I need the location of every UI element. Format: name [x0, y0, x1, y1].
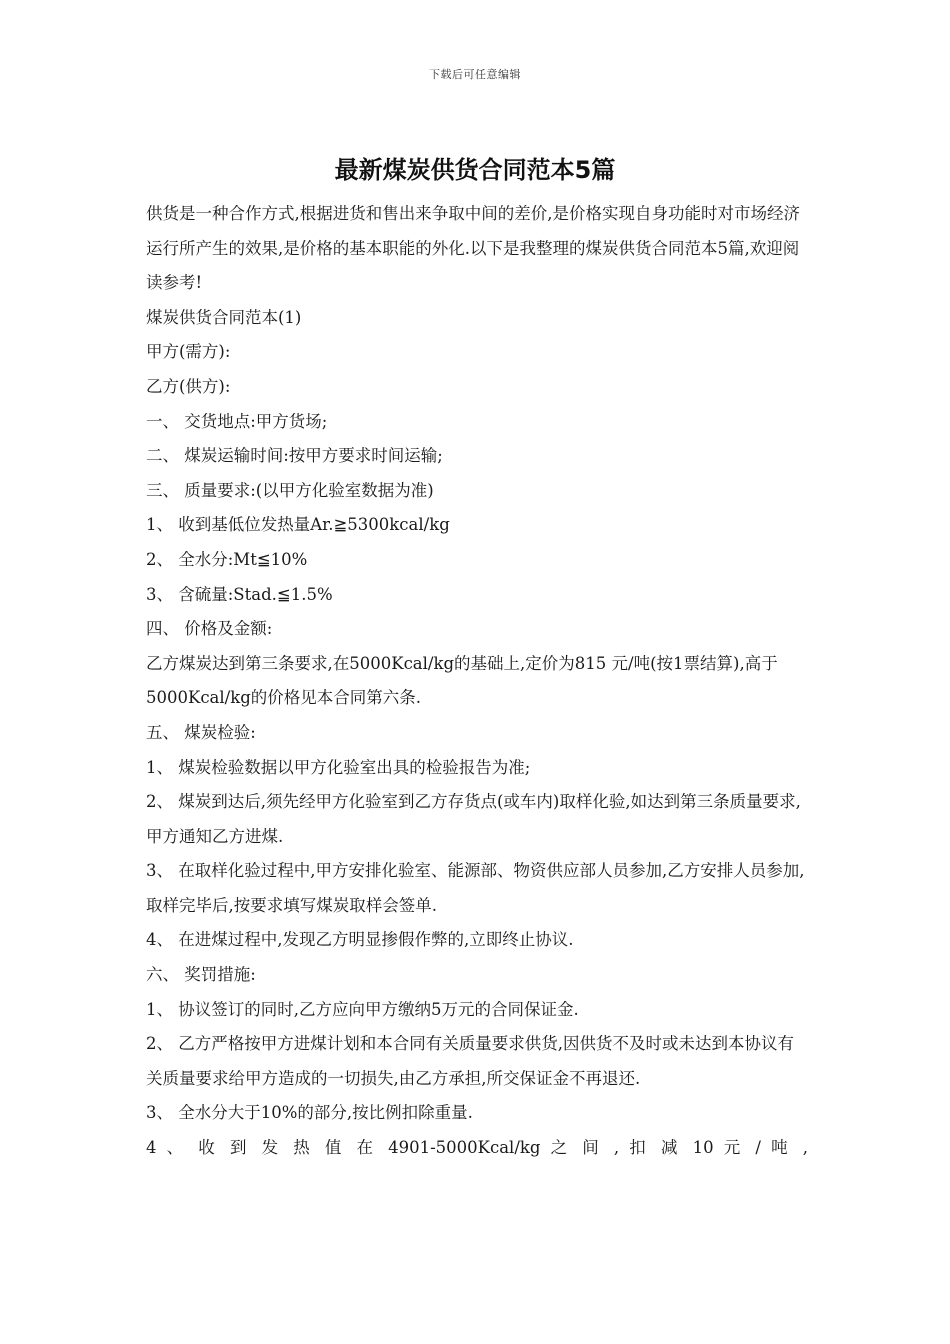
inspection-item-1: 1、 煤炭检验数据以甲方化验室出具的检验报告为准;	[146, 757, 531, 777]
inspection-item-3: 3、 在取样化验过程中,甲方安排化验室、能源部、物资供应部人员参加,乙方安排人员参加,取样完毕后,按要求填写煤炭取样会签单.	[146, 861, 805, 915]
header-note: 下载后可任意编辑	[429, 68, 521, 81]
contract-heading: 煤炭供货合同范本(1)	[146, 307, 302, 327]
penalty-item-3: 3、 全水分大于10%的部分,按比例扣除重量.	[146, 1103, 473, 1123]
document-title: 最新煤炭供货合同范本5篇	[334, 156, 616, 184]
party-a-line: 甲方(需方):	[146, 342, 231, 362]
quality-item-3: 3、 含硫量:Stad.≦1.5%	[146, 584, 333, 604]
clause-4-price: 四、 价格及金额:	[146, 619, 273, 639]
clause-1-delivery: 一、 交货地点:甲方货场;	[146, 411, 328, 431]
inspection-item-2: 2、 煤炭到达后,须先经甲方化验室到乙方存货点(或车内)取样化验,如达到第三条质量要求,甲方通知乙方进煤.	[146, 792, 801, 846]
penalty-item-2: 2、 乙方严格按甲方进煤计划和本合同有关质量要求供货,因供货不及时或未达到本协议有关质量要求给甲方造成的一切损失,由乙方承担,所交保证金不再退还.	[146, 1034, 794, 1088]
quality-item-1: 1、 收到基低位发热量Ar.≧5300kcal/kg	[146, 515, 450, 535]
party-b-line: 乙方(供方):	[146, 376, 231, 396]
clause-6-penalties: 六、 奖罚措施:	[146, 965, 256, 985]
clause-3-quality: 三、 质量要求:(以甲方化验室数据为准)	[146, 480, 434, 500]
document-body	[146, 197, 808, 1166]
penalty-item-4: 4 、 收 到 发 热 值 在 4901-5000Kcal/kg 之 间 , 扣 减 10 元 / 吨 ,	[146, 1138, 808, 1158]
intro-paragraph: 供货是一种合作方式,根据进货和售出来争取中间的差价,是价格实现自身功能时对市场经济运行所产生的效果,是价格的基本职能的外化.以下是我整理的煤炭供货合同范本5篇,欢迎阅读参考!	[146, 204, 800, 293]
inspection-item-4: 4、 在进煤过程中,发现乙方明显掺假作弊的,立即终止协议.	[146, 930, 574, 950]
clause-2-transport: 二、 煤炭运输时间:按甲方要求时间运输;	[146, 446, 443, 466]
quality-item-2: 2、 全水分:Mt≦10%	[146, 549, 308, 569]
clause-5-inspection: 五、 煤炭检验:	[146, 722, 256, 742]
price-paragraph: 乙方煤炭达到第三条要求,在5000Kcal/kg的基础上,定价为815 元/吨(按1票结算),高于5000Kcal/kg的价格见本合同第六条.	[146, 653, 778, 708]
penalty-item-1: 1、 协议签订的同时,乙方应向甲方缴纳5万元的合同保证金.	[146, 999, 579, 1019]
